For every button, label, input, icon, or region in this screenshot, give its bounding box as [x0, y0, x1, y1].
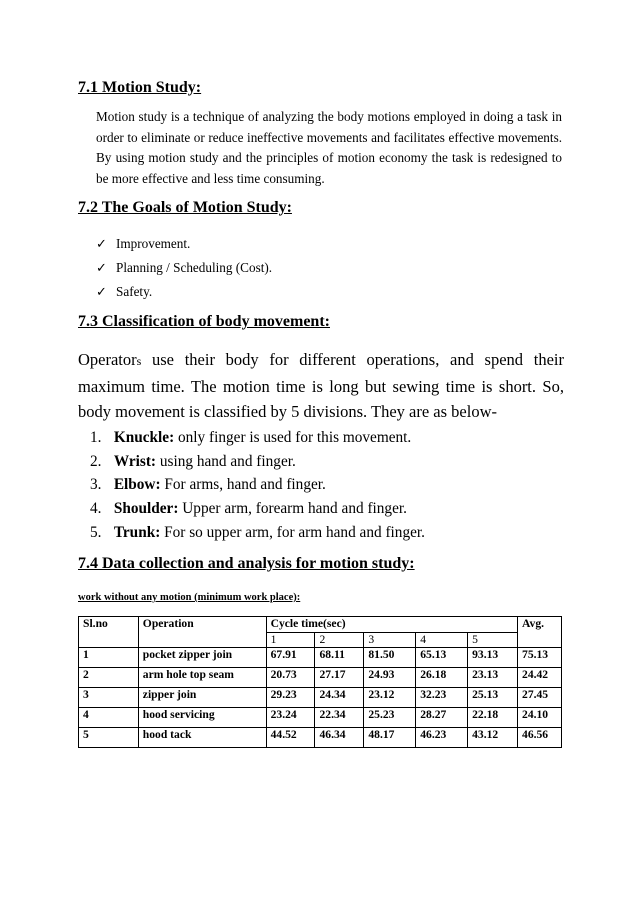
cell-value: 48.17 — [364, 728, 416, 748]
cell-slno: 4 — [79, 708, 139, 728]
section-7-3-paragraph — [78, 347, 564, 424]
cell-value: 68.11 — [315, 648, 364, 668]
cycle-time-table — [78, 616, 562, 748]
movement-item — [90, 499, 425, 523]
cell-avg: 46.56 — [518, 728, 562, 748]
section-7-1-paragraph: Motion study is a technique of analyzing the body motions employed in doing a task in order to eliminate or reduce ineffective movements and facilitates effective movements. By using motion study and the principles of motion economy the task is redesigned to be more effective and less time consuming. — [96, 109, 562, 186]
cell-operation: hood servicing — [138, 708, 266, 728]
cell-value: 32.23 — [416, 688, 468, 708]
header-operation: Operation — [138, 617, 266, 648]
movement-item — [90, 452, 425, 476]
goal-item — [96, 260, 272, 284]
para-rest: use their body for different operations, and spend their maximum time. The motion time is long but sewing time is short. So, body movement is classified by 5 divisions. They are as below- — [78, 350, 564, 421]
item-number: 5. — [90, 523, 102, 541]
item-term: Wrist: — [113, 452, 157, 470]
item-number: 1. — [90, 429, 102, 446]
item-text: only finger is used for this movement. — [174, 429, 412, 446]
cell-avg: 24.42 — [518, 668, 562, 688]
cell-slno: 2 — [79, 668, 139, 688]
cell-avg: 75.13 — [518, 648, 562, 668]
header-cycle-time: Cycle time(sec) — [266, 617, 517, 633]
table-row — [79, 668, 562, 688]
cell-value: 93.13 — [468, 648, 518, 668]
item-term: Shoulder: — [113, 500, 179, 518]
movement-item — [90, 428, 425, 452]
goal-text: Safety. — [116, 284, 153, 299]
goal-item — [96, 236, 272, 260]
header-cycle-4: 4 — [416, 633, 468, 648]
table-caption: work without any motion (minimum work place): — [78, 592, 301, 603]
cell-value: 67.91 — [266, 648, 315, 668]
cell-value: 24.34 — [315, 688, 364, 708]
checkmark-icon: ✓ — [96, 285, 107, 300]
item-term: Elbow: — [113, 476, 161, 494]
cell-slno: 3 — [79, 688, 139, 708]
goal-item — [96, 284, 272, 308]
cell-value: 23.13 — [468, 668, 518, 688]
goal-text: Planning / Scheduling (Cost). — [116, 260, 273, 275]
cell-value: 25.23 — [364, 708, 416, 728]
cell-value: 29.23 — [266, 688, 315, 708]
checkmark-icon: ✓ — [96, 237, 107, 252]
section-7-4-heading: 7.4 Data collection and analysis for motion study: — [78, 555, 415, 572]
para-suffix: s — [136, 354, 142, 368]
movement-list — [90, 428, 425, 546]
cell-operation: pocket zipper join — [138, 648, 266, 668]
cell-value: 23.24 — [266, 708, 315, 728]
cell-value: 22.18 — [468, 708, 518, 728]
header-cycle-2: 2 — [315, 633, 364, 648]
item-term: Knuckle: — [113, 429, 175, 446]
movement-item — [90, 523, 425, 547]
cell-avg: 24.10 — [518, 708, 562, 728]
cell-value: 46.34 — [315, 728, 364, 748]
table-header-row — [79, 617, 562, 633]
table-row — [79, 708, 562, 728]
header-cycle-5: 5 — [468, 633, 518, 648]
item-number: 2. — [90, 452, 102, 470]
item-text: For arms, hand and finger. — [160, 476, 326, 494]
header-slno: Sl.no — [79, 617, 139, 648]
item-text: using hand and finger. — [156, 452, 296, 470]
movement-item — [90, 475, 425, 499]
table-row — [79, 728, 562, 748]
cell-value: 24.93 — [364, 668, 416, 688]
cell-avg: 27.45 — [518, 688, 562, 708]
cell-value: 81.50 — [364, 648, 416, 668]
cell-slno: 1 — [79, 648, 139, 668]
header-cycle-1: 1 — [266, 633, 315, 648]
section-7-1-heading: 7.1 Motion Study: — [78, 79, 202, 96]
item-number: 3. — [90, 476, 102, 494]
item-text: Upper arm, forearm hand and finger. — [178, 500, 407, 518]
cell-value: 27.17 — [315, 668, 364, 688]
cell-value: 43.12 — [468, 728, 518, 748]
item-term: Trunk: — [113, 523, 161, 541]
cell-value: 28.27 — [416, 708, 468, 728]
goal-text: Improvement. — [116, 236, 191, 251]
goals-list — [96, 236, 272, 308]
table-row — [79, 648, 562, 668]
para-word: Operator — [78, 350, 137, 369]
cell-operation: zipper join — [138, 688, 266, 708]
cell-operation: hood tack — [138, 728, 266, 748]
cell-value: 22.34 — [315, 708, 364, 728]
cell-value: 65.13 — [416, 648, 468, 668]
header-cycle-3: 3 — [364, 633, 416, 648]
cell-value: 25.13 — [468, 688, 518, 708]
checkmark-icon: ✓ — [96, 261, 107, 276]
header-avg: Avg. — [518, 617, 562, 648]
section-7-2-heading: 7.2 The Goals of Motion Study: — [78, 199, 292, 216]
cell-value: 26.18 — [416, 668, 468, 688]
cell-slno: 5 — [79, 728, 139, 748]
section-7-3-heading: 7.3 Classification of body movement: — [78, 313, 330, 330]
cell-value: 44.52 — [266, 728, 315, 748]
item-text: For so upper arm, for arm hand and finger. — [160, 523, 425, 541]
cell-operation: arm hole top seam — [138, 668, 266, 688]
cell-value: 23.12 — [364, 688, 416, 708]
item-number: 4. — [90, 500, 102, 518]
table-row — [79, 688, 562, 708]
cell-value: 46.23 — [416, 728, 468, 748]
cell-value: 20.73 — [266, 668, 315, 688]
